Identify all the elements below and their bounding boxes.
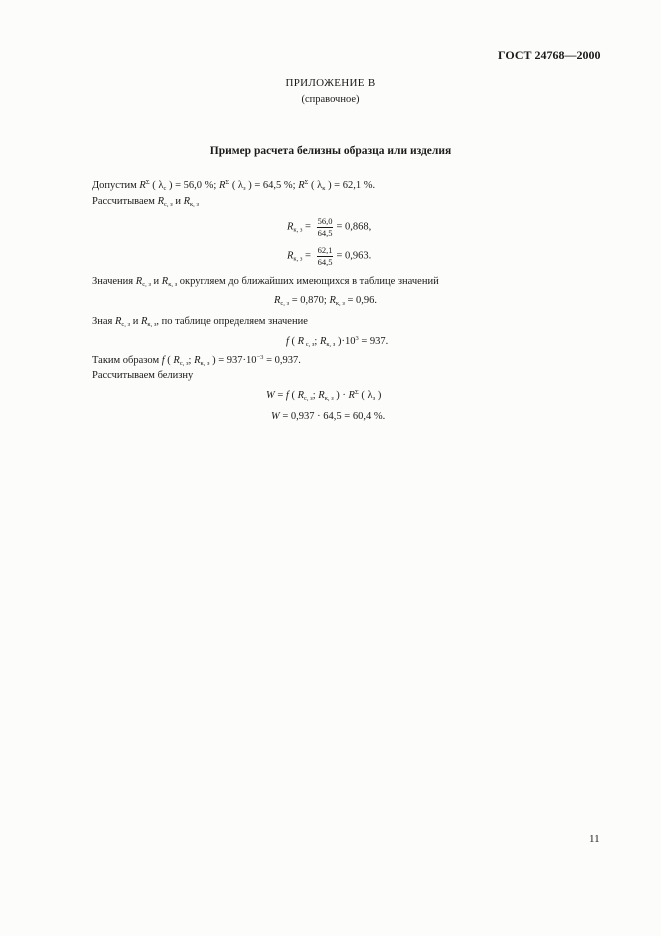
calculate-intro-line: Рассчитываем $R_{с, з}$ и $R_{к, з}$ — [92, 196, 199, 208]
formula-function-value: f ( R $_{с, з}$; $R_{к, з}$ )$\cdot 10^3 = 937$. — [286, 335, 389, 348]
formula-whiteness: W = f ( $R_{с, з}$; $R_{к, з}$ ) · $R^\Sigma$ ( $\lambda_з$ ) — [266, 389, 382, 402]
formula-rk-second: $R_{к, з}$ = $\frac{62,1}{64,5}$ = 0,963. — [287, 245, 372, 267]
table-lookup-line: Зная $R_{с, з}$ и $R_{к, з}$, по таблице определяем значение — [92, 316, 308, 328]
result-function-line: Таким образом f ( $R_{с, з}$; $R_{к, з}$ ) = $937\cdot 10^{-3} = 0,937$. — [92, 354, 301, 367]
formula-rounded-values: $R_{с, з} = 0,870$; $R_{к, з} = 0,96$. — [274, 295, 378, 307]
document-code: ГОСТ 24768—2000 — [498, 48, 601, 62]
formula-whiteness-result: W = 0,937 · 64,5 = 60,4 %. — [271, 411, 386, 422]
appendix-subtitle: (справочное) — [301, 94, 360, 105]
assumption-line: Допустим $R^\Sigma$ ( $\lambda_с$ ) = 56,0 %; $R^\Sigma$ ( $\lambda_з$ ) = 64,5 %; $R^\Sigma$ ( $\lambda_к$ ) = 62,1 %. — [92, 179, 376, 192]
section-title: Пример расчета белизны образца или изделия — [209, 145, 452, 157]
appendix-title: ПРИЛОЖЕНИЕ В — [285, 77, 376, 89]
calculate-whiteness-line: Рассчитываем белизну — [92, 370, 194, 381]
fraction: $\frac{62,1}{64,5}$ — [317, 245, 333, 267]
rounding-line: Значения $R_{с, з}$ и $R_{к, з}$ округляем до ближайших имеющихся в таблице значений — [92, 276, 439, 288]
fraction: $\frac{56,0}{64,5}$ — [317, 216, 333, 238]
formula-rk-first: $R_{к, з}$ = $\frac{56,0}{64,5}$ = 0,868, — [287, 216, 372, 238]
page-number: 11 — [589, 833, 600, 845]
